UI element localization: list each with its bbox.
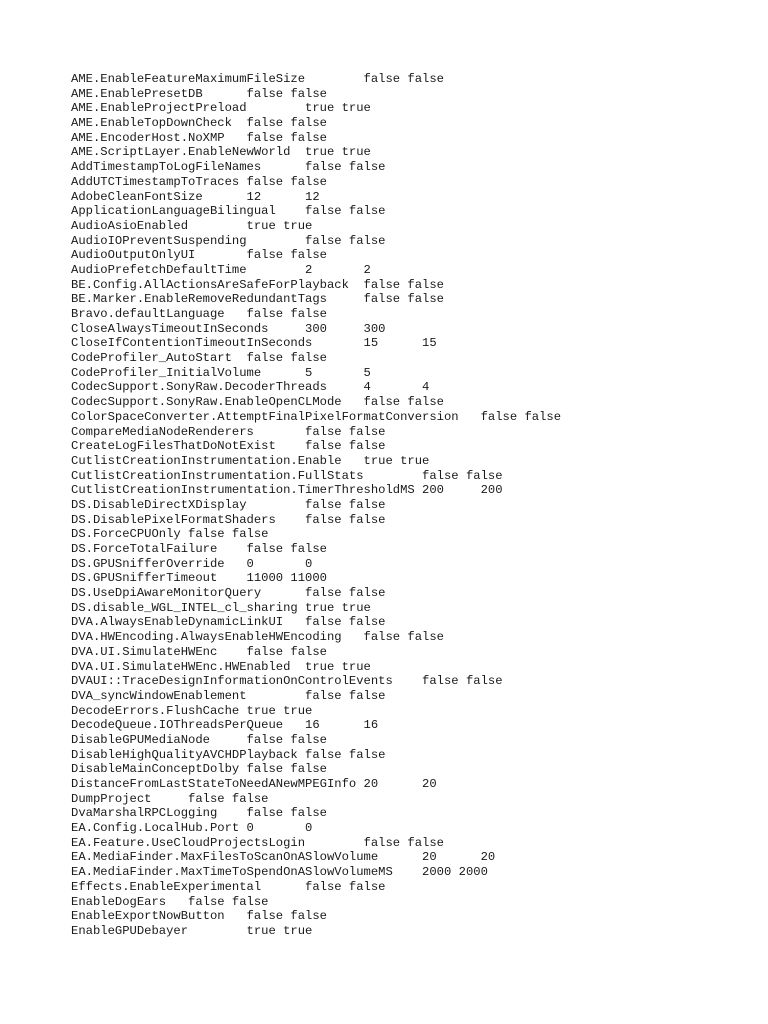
setting-line: Effects.EnableExperimental false false bbox=[71, 879, 386, 894]
setting-line: AME.EncoderHost.NoXMP false false bbox=[71, 130, 327, 145]
setting-line: CloseAlwaysTimeoutInSeconds 300 300 bbox=[71, 321, 386, 336]
setting-line: DecodeErrors.FlushCache true true bbox=[71, 703, 313, 718]
setting-line: CodeProfiler_AutoStart false false bbox=[71, 351, 327, 366]
setting-line: AudioPrefetchDefaultTime 2 2 bbox=[71, 262, 371, 277]
setting-line: EnableDogEars false false bbox=[71, 894, 269, 909]
setting-line: DS.GPUSnifferOverride 0 0 bbox=[71, 556, 313, 571]
setting-line: CutlistCreationInstrumentation.TimerThresholdMS 200 200 bbox=[71, 483, 503, 498]
setting-line: AddUTCTimestampToTraces false false bbox=[71, 174, 327, 189]
setting-line: DS.GPUSnifferTimeout 11000 11000 bbox=[71, 571, 327, 586]
setting-line: DS.disable_WGL_INTEL_cl_sharing true true bbox=[71, 600, 371, 615]
setting-line: CutlistCreationInstrumentation.FullStats false false bbox=[71, 468, 503, 483]
setting-line: EnableGPUDebayer true true bbox=[71, 923, 313, 938]
setting-line: AudioIOPreventSuspending false false bbox=[71, 233, 386, 248]
setting-line: CreateLogFilesThatDoNotExist false false bbox=[71, 439, 386, 454]
setting-line: BE.Marker.EnableRemoveRedundantTags false false bbox=[71, 292, 444, 307]
setting-line: DVA.UI.SimulateHWEnc false false bbox=[71, 644, 327, 659]
setting-line: DumpProject false false bbox=[71, 791, 269, 806]
setting-line: AME.EnableProjectPreload true true bbox=[71, 101, 371, 116]
setting-line: EA.Feature.UseCloudProjectsLogin false false bbox=[71, 835, 444, 850]
setting-line: CloseIfContentionTimeoutInSeconds 15 15 bbox=[71, 336, 437, 351]
setting-line: EnableExportNowButton false false bbox=[71, 909, 327, 924]
setting-line: AME.EnableTopDownCheck false false bbox=[71, 116, 327, 131]
setting-line: CompareMediaNodeRenderers false false bbox=[71, 424, 386, 439]
setting-line: CodeProfiler_InitialVolume 5 5 bbox=[71, 365, 371, 380]
setting-line: DS.ForceCPUOnly false false bbox=[71, 527, 269, 542]
setting-line: DisableMainConceptDolby false false bbox=[71, 762, 327, 777]
setting-line: ApplicationLanguageBilingual false false bbox=[71, 204, 386, 219]
setting-line: DVAUI::TraceDesignInformationOnControlEvents false false bbox=[71, 674, 503, 689]
setting-line: DisableHighQualityAVCHDPlayback false false bbox=[71, 747, 386, 762]
setting-line: DS.ForceTotalFailure false false bbox=[71, 542, 327, 556]
setting-line: Bravo.defaultLanguage false false bbox=[71, 307, 327, 321]
setting-line: DisableGPUMediaNode false false bbox=[71, 732, 327, 747]
setting-line: EA.MediaFinder.MaxFilesToScanOnASlowVolume 20 20 bbox=[71, 850, 496, 865]
setting-line: EA.Config.LocalHub.Port 0 0 bbox=[71, 821, 313, 836]
setting-line: ColorSpaceConverter.AttemptFinalPixelFormatConversion false false bbox=[71, 409, 562, 424]
setting-line: BE.Config.AllActionsAreSafeForPlayback false false bbox=[71, 277, 444, 292]
setting-line: AudioOutputOnlyUI false false bbox=[71, 248, 327, 263]
setting-line: EA.MediaFinder.MaxTimeToSpendOnASlowVolumeMS 2000 2000 bbox=[71, 865, 488, 880]
setting-line: DS.DisableDirectXDisplay false false bbox=[71, 497, 386, 512]
setting-line: DVA.UI.SimulateHWEnc.HWEnabled true true bbox=[71, 659, 371, 674]
setting-line: AME.ScriptLayer.EnableNewWorld true true bbox=[71, 145, 371, 160]
setting-line: CutlistCreationInstrumentation.Enable true true bbox=[71, 453, 430, 468]
setting-line: DS.DisablePixelFormatShaders false false bbox=[71, 512, 386, 527]
setting-line: CodecSupport.SonyRaw.EnableOpenCLMode false false bbox=[71, 395, 444, 410]
setting-line: DistanceFromLastStateToNeedANewMPEGInfo 20 20 bbox=[71, 777, 437, 791]
setting-line: DS.UseDpiAwareMonitorQuery false false bbox=[71, 586, 386, 601]
setting-line: DVA.HWEncoding.AlwaysEnableHWEncoding false false bbox=[71, 630, 444, 645]
setting-line: AdobeCleanFontSize 12 12 bbox=[71, 189, 320, 204]
setting-line: DecodeQueue.IOThreadsPerQueue 16 16 bbox=[71, 718, 379, 733]
setting-line: AudioAsioEnabled true true bbox=[71, 218, 313, 233]
setting-line: AME.EnableFeatureMaximumFileSize false false bbox=[71, 72, 444, 86]
setting-line: DVA_syncWindowEnablement false false bbox=[71, 688, 386, 703]
setting-line: AME.EnablePresetDB false false bbox=[71, 86, 327, 101]
setting-line: DvaMarshalRPCLogging false false bbox=[71, 806, 327, 821]
text-document bbox=[71, 72, 561, 939]
setting-line: AddTimestampToLogFileNames false false bbox=[71, 160, 386, 175]
setting-line: CodecSupport.SonyRaw.DecoderThreads 4 4 bbox=[71, 380, 430, 395]
setting-line: DVA.AlwaysEnableDynamicLinkUI false false bbox=[71, 615, 386, 630]
